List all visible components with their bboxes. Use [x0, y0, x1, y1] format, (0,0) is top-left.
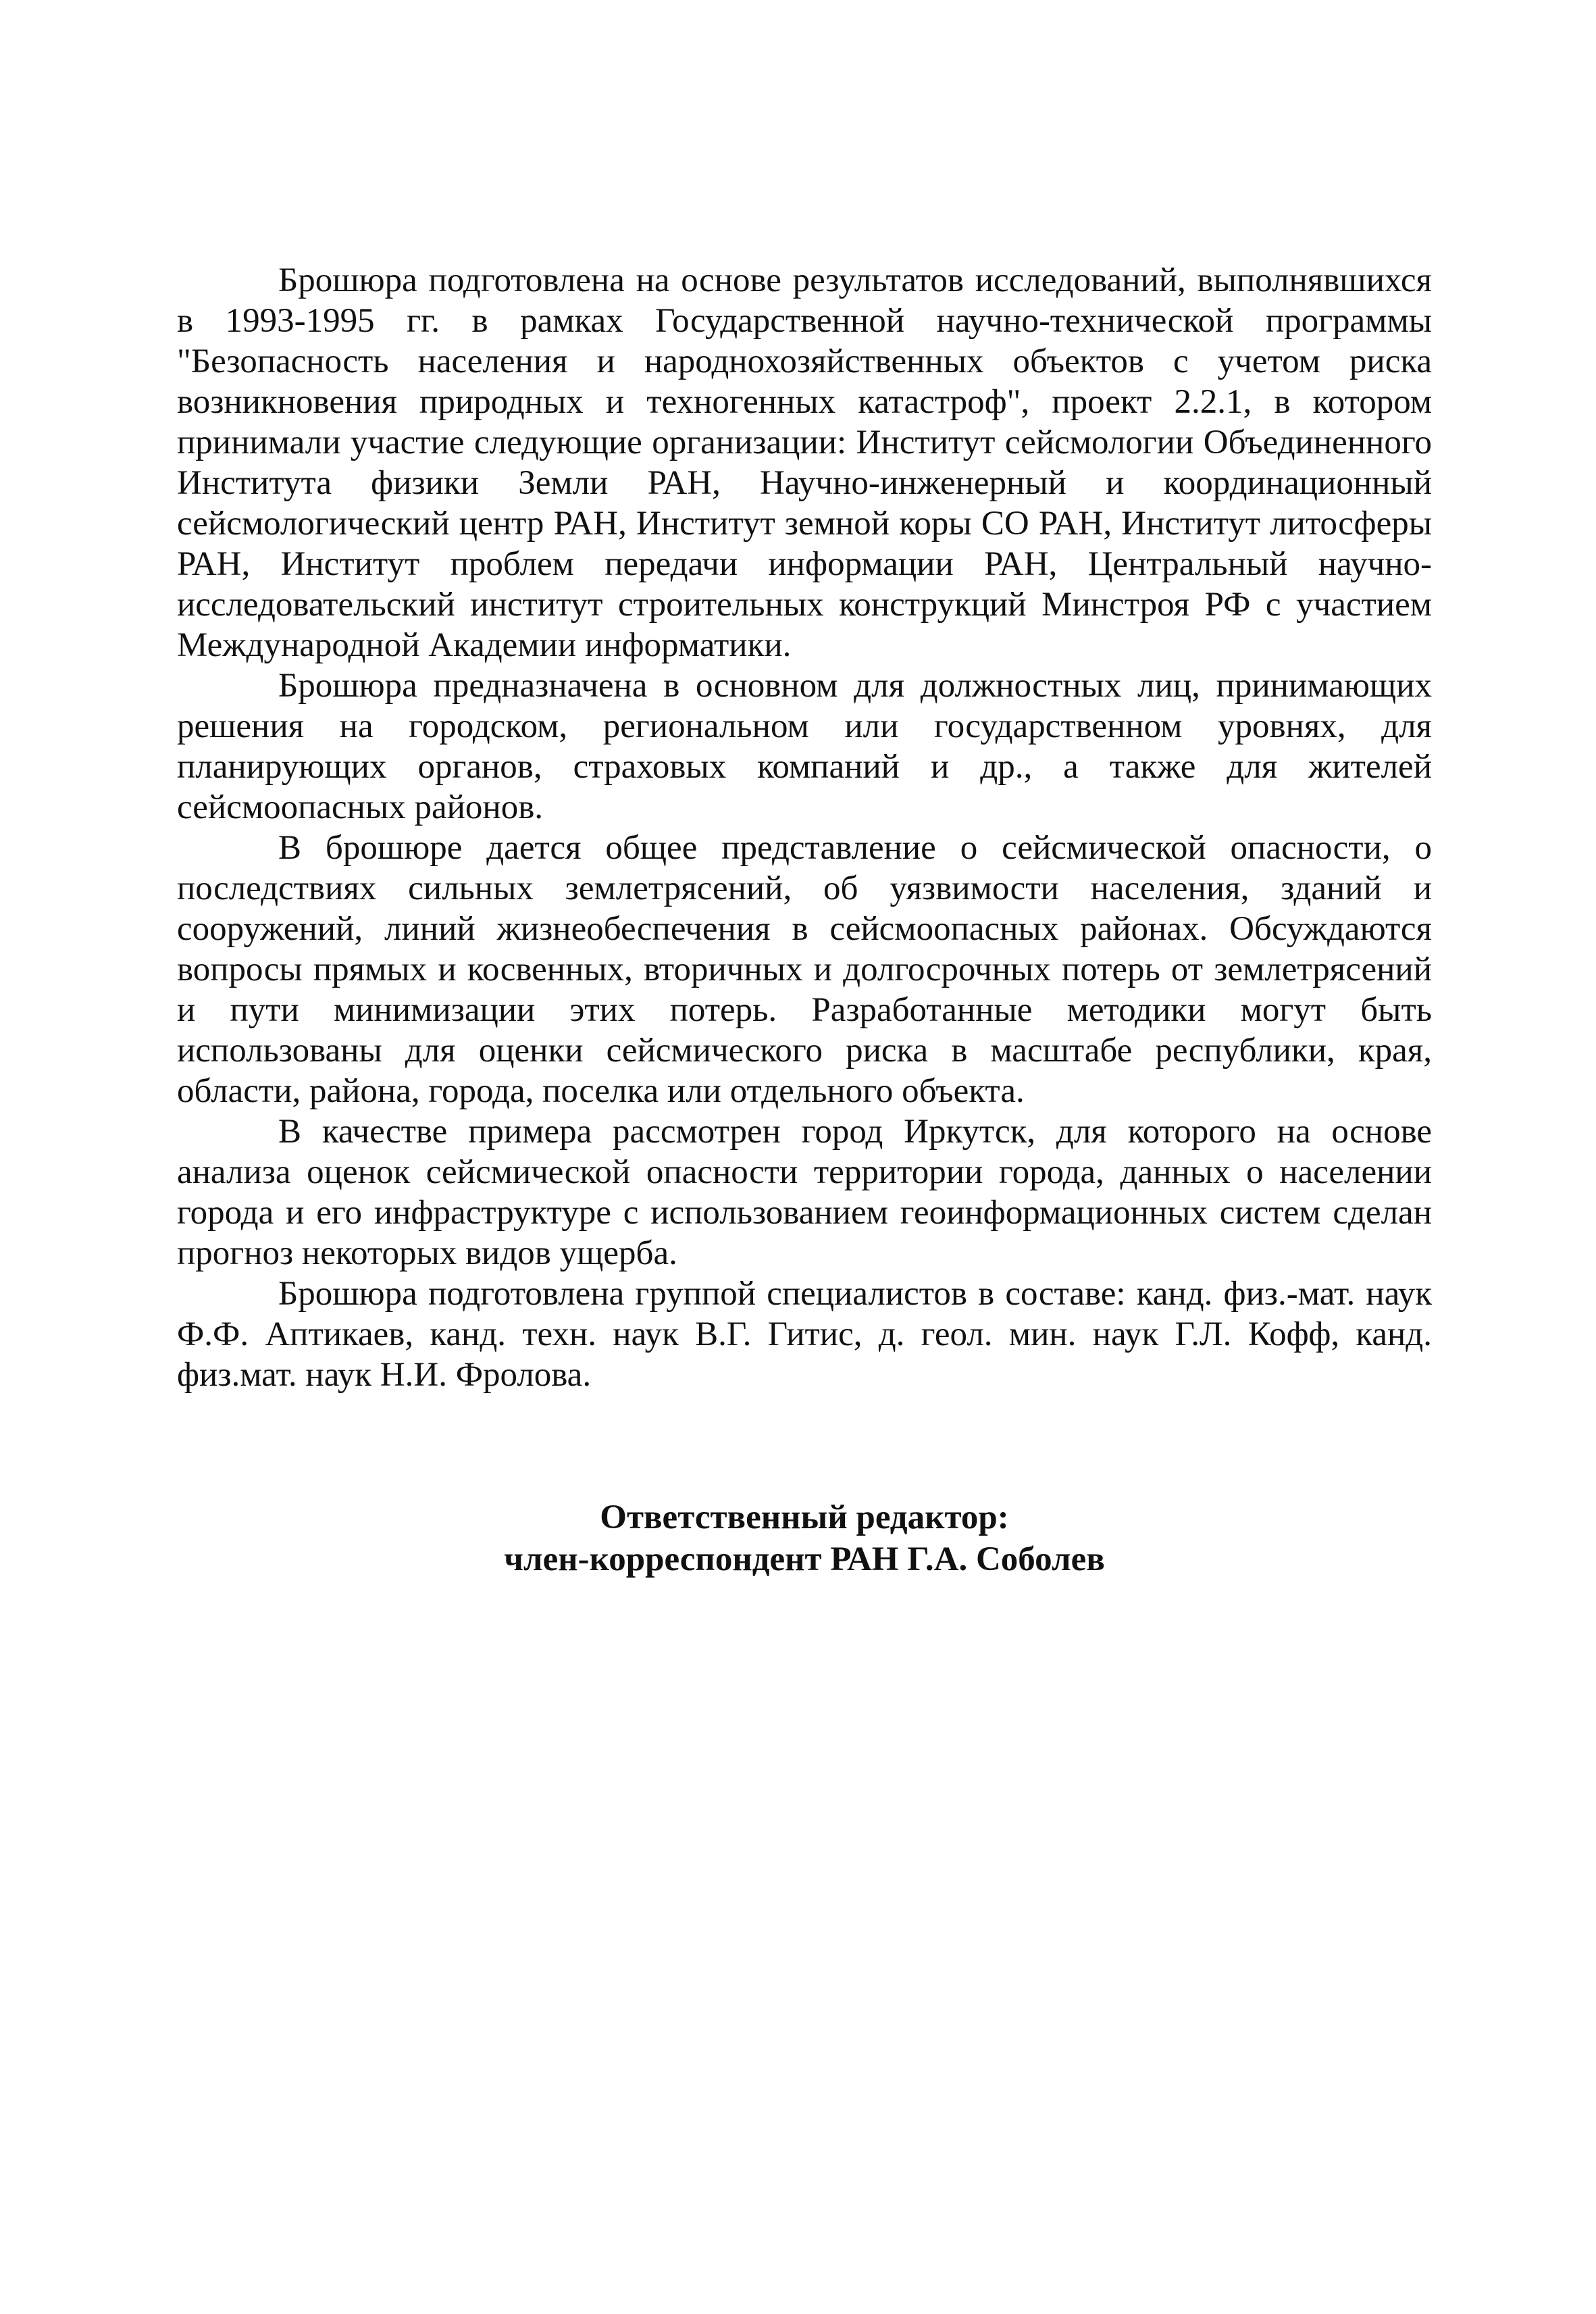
editor-title: Ответственный редактор: — [600, 1499, 1009, 1536]
paragraph-3: В брошюре дается общее представление о сейсмической опасности, о последствиях сильных землетрясений, об уязвимости населения, зданий и сооружений, линий жизнеобеспечения в сейсмоопасных районах. Обсуждаются вопросы прямых и косвенных, вторичных и долгосрочных потерь от землетрясений и пути минимизации этих потерь. Разработанные методики могут быть использованы для оценки сейсмического риска в масштабе республики, края, области, района, города, поселка или отдельного объекта. — [177, 829, 1432, 1110]
document-body — [177, 260, 1432, 1395]
paragraph-2: Брошюра предназначена в основном для должностных лиц, принимающих решения на городском, региональном или государственном уровнях, для планирующих органов, страховых компаний и др., а также для жителей сейсмоопасных районов. — [177, 667, 1432, 826]
editor-name: член-корреспондент РАН Г.А. Соболев — [504, 1540, 1105, 1578]
paragraph-4: В качестве примера рассмотрен город Иркутск, для которого на основе анализа оценок сейсмической опасности территории города, данных о населении города и его инфраструктуре с использованием геоинформационных систем сделан прогноз некоторых видов ущерба. — [177, 1113, 1432, 1272]
responsible-editor-block — [177, 1496, 1432, 1580]
paragraph-5: Брошюра подготовлена группой специалистов в составе: канд. физ.-мат. наук Ф.Ф. Аптикаев, канд. техн. наук В.Г. Гитис, д. геол. мин. наук Г.Л. Кофф, канд. физ.мат. наук Н.И. Фролова. — [177, 1275, 1432, 1394]
paragraph-1: Брошюра подготовлена на основе результатов исследований, выполнявшихся в 1993-1995 гг. в рамках Государственной научно-технической программы "Безопасность населения и народнохозяйственных объектов с учетом риска возникновения природных и техногенных катастроф", проект 2.2.1, в котором принимали участие следующие организации: Институт сейсмологии Объединенного Института физики Земли РАН, Научно-инженерный и координационный сейсмологический центр РАН, Институт земной коры СО РАН, Институт литосферы РАН, Институт проблем передачи информации РАН, Центральный научно-исследовательский институт строительных конструкций Минстроя РФ с участием Международной Академии информатики. — [177, 261, 1432, 664]
